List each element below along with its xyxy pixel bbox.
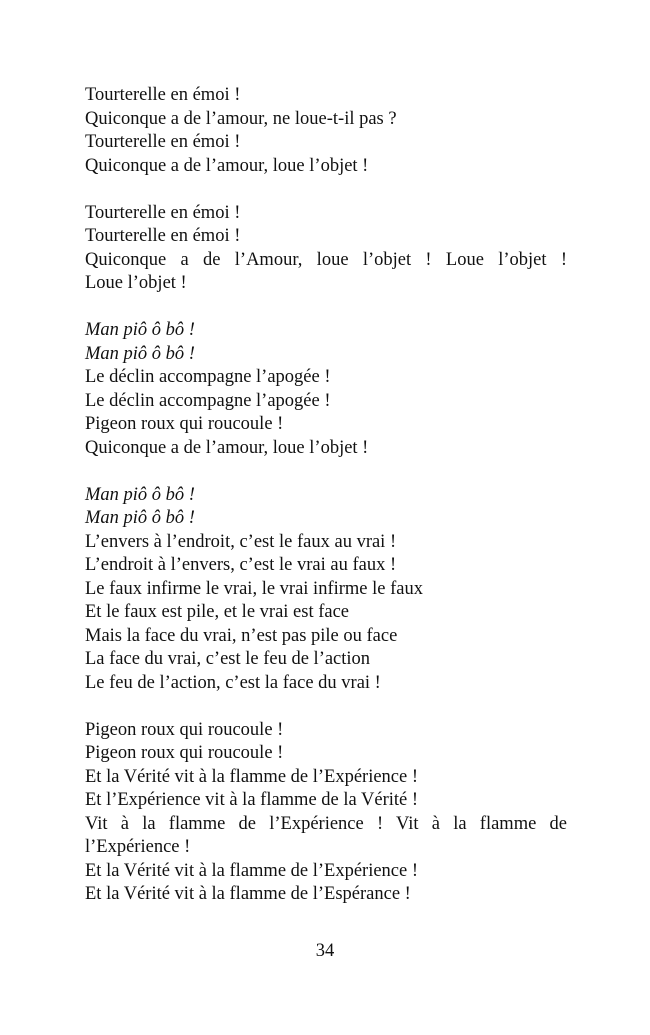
poem-line: Et la Vérité vit à la flamme de l’Expérience ! xyxy=(85,766,419,787)
poem-line: Vit à la flamme de l’Expérience ! Vit à la flamme de l’Expérience ! xyxy=(85,813,567,857)
stanza xyxy=(85,719,567,907)
stanza xyxy=(85,484,567,696)
poem-line: Le faux infirme le vrai, le vrai infirme le faux xyxy=(85,578,423,599)
poem-line: Le déclin accompagne l’apogée ! xyxy=(85,367,331,387)
poem-line: Tourterelle en émoi ! xyxy=(85,202,241,223)
poem-line: Et le faux est pile, et le vrai est face xyxy=(85,602,350,622)
stanza xyxy=(85,202,567,296)
poem-line: Pigeon roux qui roucoule ! xyxy=(85,414,284,434)
poem-body xyxy=(85,84,567,930)
poem-line: Man piô ô bô ! xyxy=(85,320,195,340)
stanza xyxy=(85,319,567,460)
poem-line: Et la Vérité vit à la flamme de l’Expérience ! xyxy=(85,860,419,881)
poem-line: Le feu de l’action, c’est la face du vrai ! xyxy=(85,672,381,693)
poem-line: L’envers à l’endroit, c’est le faux au vrai ! xyxy=(85,531,397,552)
poem-line: Tourterelle en émoi ! xyxy=(85,85,241,105)
poem-line: Man piô ô bô ! xyxy=(85,484,195,505)
poem-line: Man piô ô bô ! xyxy=(85,343,195,364)
poem-line: Mais la face du vrai, n’est pas pile ou face xyxy=(85,625,398,646)
poem-line: Quiconque a de l’amour, ne loue-t-il pas ? xyxy=(85,108,397,129)
poem-line: Quiconque a de l’Amour, loue l’objet ! Loue l’objet ! xyxy=(85,249,567,270)
poem-line: Et l’Expérience vit à la flamme de la Vérité ! xyxy=(85,790,419,810)
poem-line: La face du vrai, c’est le feu de l’action xyxy=(85,649,371,669)
poem-line: Tourterelle en émoi ! xyxy=(85,132,241,152)
poem-line: Le déclin accompagne l’apogée ! xyxy=(85,390,331,411)
poem-line: Et la Vérité vit à la flamme de l’Espérance ! xyxy=(85,884,411,904)
poem-line: Loue l’objet ! xyxy=(85,273,187,293)
poem-line: L’endroit à l’envers, c’est le vrai au faux ! xyxy=(85,555,397,575)
poem-line: Man piô ô bô ! xyxy=(85,508,195,528)
poem-line: Pigeon roux qui roucoule ! xyxy=(85,719,284,740)
poem-line: Quiconque a de l’amour, loue l’objet ! xyxy=(85,437,369,458)
stanza xyxy=(85,84,567,178)
poem-line: Pigeon roux qui roucoule ! xyxy=(85,743,284,763)
page-number: 34 xyxy=(315,941,335,961)
poem-line: Tourterelle en émoi ! xyxy=(85,226,241,246)
poem-line: Quiconque a de l’amour, loue l’objet ! xyxy=(85,155,369,176)
